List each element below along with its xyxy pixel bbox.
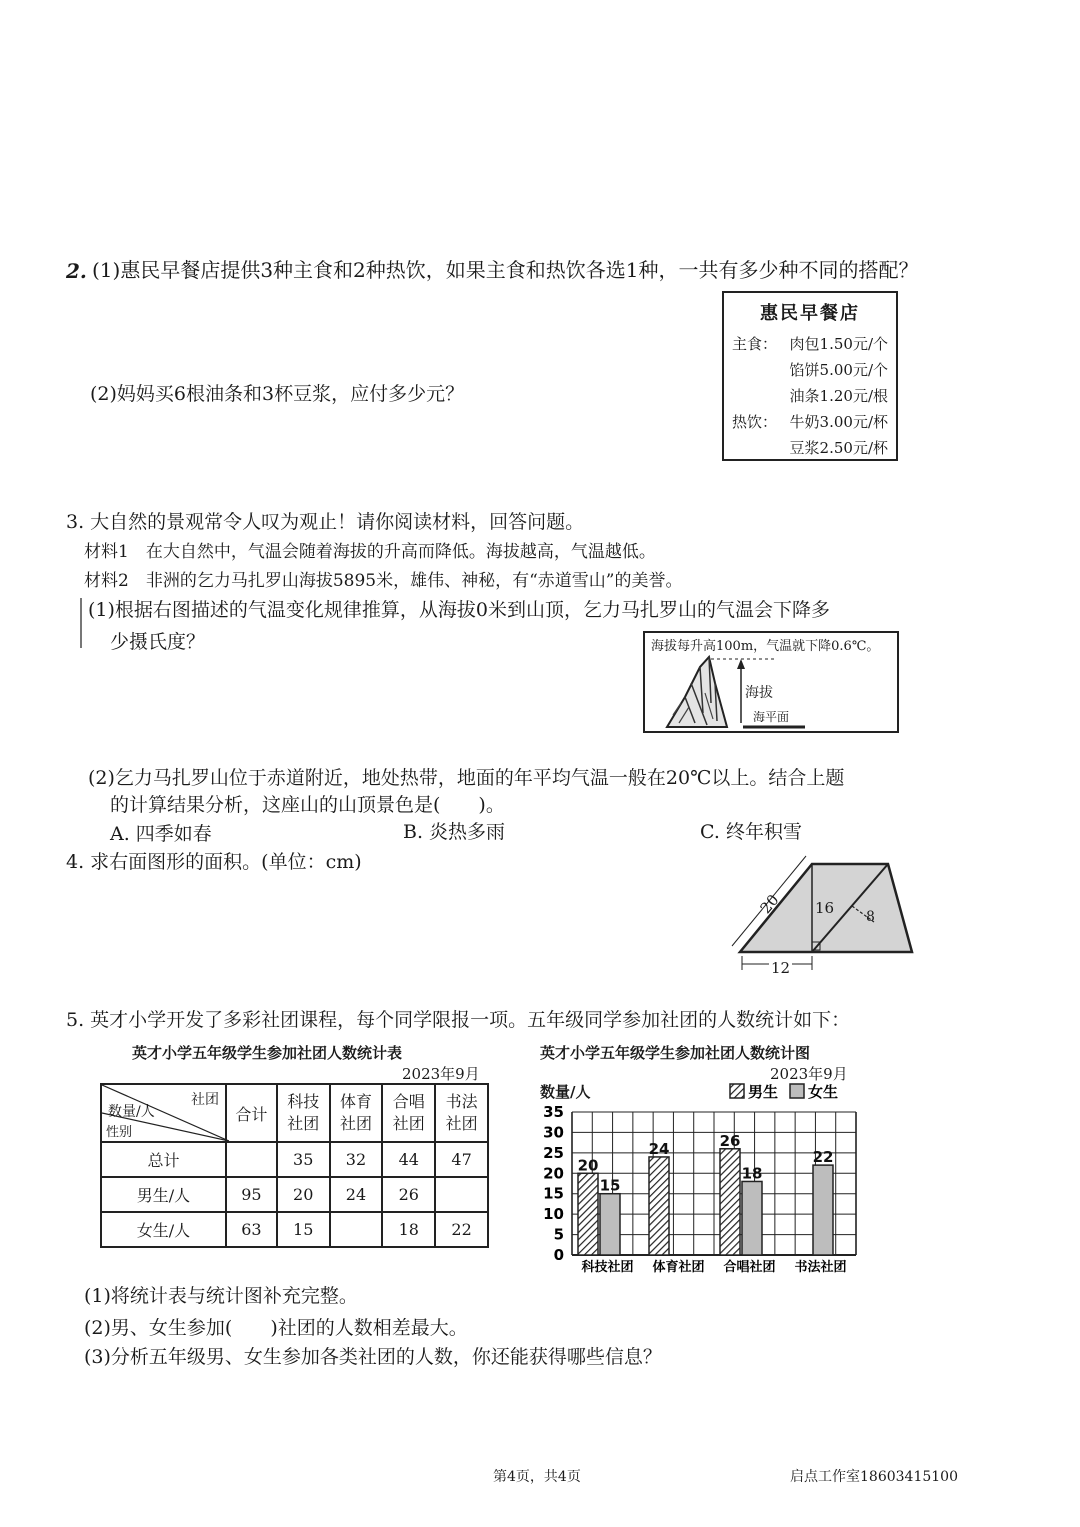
- table-cell: [226, 1142, 277, 1177]
- table-cell: 18: [382, 1212, 435, 1247]
- bar-girls: [742, 1181, 762, 1255]
- q2-part1: (1)惠民早餐店提供3种主食和2种热饮，如果主食和热饮各选1种，一共有多少种不同的搭配？: [92, 258, 919, 282]
- q2-part2: (2)妈妈买6根油条和3杯豆浆，应付多少元？: [90, 383, 465, 405]
- table-row: [101, 1212, 488, 1247]
- menu-item: 牛奶3.00元/杯: [789, 413, 888, 431]
- legend-swatch-girls: [790, 1084, 804, 1098]
- table-row: [101, 1142, 488, 1177]
- header-cell: 书法 社团: [435, 1084, 488, 1142]
- altitude-figure: [643, 631, 899, 733]
- dim-base: 12: [769, 956, 792, 980]
- table-cell: 47: [435, 1142, 488, 1177]
- y-tick-label: 35: [543, 1103, 564, 1121]
- bar-boys: [578, 1173, 598, 1255]
- sea-level-label: 海平面: [753, 710, 790, 724]
- table-date: 2023年9月: [402, 1065, 480, 1083]
- table-cell: 44: [382, 1142, 435, 1177]
- table-cell: 35: [277, 1142, 330, 1177]
- y-tick-label: 10: [543, 1205, 564, 1224]
- q5-question1: (1)将统计表与统计图补充完整。: [84, 1285, 358, 1307]
- menu-title: 惠民早餐店: [760, 303, 860, 324]
- q3-part2-line1: (2)乞力马扎罗山位于赤道附近，地处热带，地面的年平均气温一般在20℃以上。结合上题: [88, 767, 845, 789]
- q3-material2: 材料2 非洲的乞力马扎罗山海拔5895米，雄伟、神秘，有“赤道雪山”的美誉。: [84, 571, 683, 591]
- header-cell: 合计: [226, 1084, 277, 1142]
- table-row: [101, 1177, 488, 1212]
- dim-inner: 8: [866, 909, 875, 925]
- q4-text: 4. 求右面图形的面积。(单位：cm): [66, 851, 362, 873]
- table-cell: 32: [330, 1142, 383, 1177]
- bar-boys: [649, 1157, 669, 1255]
- row-label: 总计: [101, 1142, 226, 1177]
- header-cell: 体育 社团: [330, 1084, 383, 1142]
- club-table: [100, 1083, 489, 1248]
- q3-intro: 3. 大自然的景观常令人叹为观止！请你阅读材料，回答问题。: [66, 511, 585, 533]
- legend-swatch-boys: [730, 1084, 744, 1098]
- y-tick-label: 15: [543, 1184, 564, 1203]
- y-tick-label: 0: [553, 1246, 564, 1264]
- q3-option-c: C. 终年积雪: [700, 821, 802, 843]
- table-cell: 22: [435, 1212, 488, 1247]
- x-tick-label: 合唱社团: [723, 1260, 776, 1275]
- table-cell: 26: [382, 1177, 435, 1212]
- corner-qty: 数量/人: [108, 1104, 155, 1120]
- dim-side: 20: [756, 890, 783, 918]
- x-tick-label: 科技社团: [581, 1260, 634, 1275]
- page-number: 第4页，共4页: [493, 1469, 581, 1485]
- altitude-caption: 海拔每升高100m，气温就下降0.6℃。: [651, 639, 880, 654]
- y-tick-label: 5: [553, 1225, 564, 1244]
- x-tick-label: 体育社团: [652, 1260, 705, 1275]
- legend-label-girls: 女生: [808, 1083, 839, 1101]
- header-cell: 科技 社团: [277, 1084, 330, 1142]
- chart-title: 英才小学五年级学生参加社团人数统计图: [540, 1044, 811, 1062]
- data-label: 20: [577, 1156, 599, 1175]
- menu-drink-label: 热饮：: [732, 413, 778, 431]
- table-cell: 24: [330, 1177, 383, 1212]
- row-label: 女生/人: [101, 1212, 226, 1247]
- table-cell: [435, 1177, 488, 1212]
- bar-chart: [520, 1078, 870, 1278]
- y-tick-label: 20: [543, 1164, 564, 1183]
- menu-box: [722, 291, 898, 461]
- data-label: 18: [741, 1164, 763, 1183]
- menu-item: 油条1.20元/根: [789, 387, 888, 405]
- q5-question3: (3)分析五年级男、女生参加各类社团的人数，你还能获得哪些信息？: [84, 1346, 662, 1368]
- data-label: 26: [719, 1131, 741, 1150]
- mountain-icon: [667, 657, 727, 727]
- q3-part1-line2: 少摄氏度？: [110, 631, 206, 653]
- table-cell: 20: [277, 1177, 330, 1212]
- q3-material1: 材料1 在大自然中，气温会随着海拔的升高而降低。海拔越高，气温越低。: [84, 542, 656, 562]
- y-tick-label: 30: [543, 1123, 564, 1142]
- y-tick-label: 25: [543, 1143, 564, 1162]
- table-cell: 63: [226, 1212, 277, 1247]
- data-label: 24: [648, 1139, 670, 1158]
- row-label: 男生/人: [101, 1177, 226, 1212]
- dim-height: 16: [815, 899, 835, 917]
- q2-number: 2.: [66, 259, 87, 283]
- q5-intro: 5. 英才小学开发了多彩社团课程，每个同学限报一项。五年级同学参加社团的人数统计如下：: [66, 1009, 851, 1031]
- bar-girls: [813, 1165, 833, 1255]
- table-cell: 95: [226, 1177, 277, 1212]
- table-cell: [330, 1212, 383, 1247]
- table-title: 英才小学五年级学生参加社团人数统计表: [132, 1044, 403, 1062]
- data-label: 22: [812, 1148, 834, 1167]
- altitude-label: 海拔: [745, 685, 773, 701]
- q3-option-a: A. 四季如春: [110, 823, 212, 845]
- bar-girls: [600, 1194, 620, 1255]
- chart-legend: [730, 1083, 838, 1101]
- bar-boys: [720, 1149, 740, 1255]
- menu-item: 馅饼5.00元/个: [789, 361, 888, 379]
- menu-item: 肉包1.50元/个: [789, 335, 888, 353]
- chart-subtitle: 2023年9月: [770, 1065, 848, 1083]
- menu-staple-label: 主食：: [732, 335, 778, 353]
- altitude-arrow-head: [737, 659, 745, 669]
- menu-item: 豆浆2.50元/杯: [789, 439, 888, 457]
- header-cell: 合唱 社团: [382, 1084, 435, 1142]
- q3-option-b: B. 炎热多雨: [403, 821, 506, 843]
- q3-part1-line1: (1)根据右图描述的气温变化规律推算，从海拔0米到山顶，乞力马扎罗山的气温会下降多: [88, 599, 831, 621]
- table-corner-cell: [101, 1084, 226, 1142]
- x-tick-label: 书法社团: [794, 1260, 847, 1275]
- q3-part2-line2: 的计算结果分析，这座山的山顶景色是( )。: [110, 794, 505, 816]
- corner-sex: 性别: [106, 1125, 133, 1140]
- corner-club: 社团: [190, 1092, 219, 1108]
- legend-label-boys: 男生: [748, 1083, 779, 1101]
- chart-ylabel: 数量/人: [540, 1083, 591, 1101]
- data-label: 15: [599, 1176, 621, 1195]
- studio-contact: 启点工作室18603415100: [790, 1469, 958, 1485]
- q5-question2: (2)男、女生参加( )社团的人数相差最大。: [84, 1317, 468, 1339]
- margin-mark: [80, 598, 82, 648]
- table-cell: 15: [277, 1212, 330, 1247]
